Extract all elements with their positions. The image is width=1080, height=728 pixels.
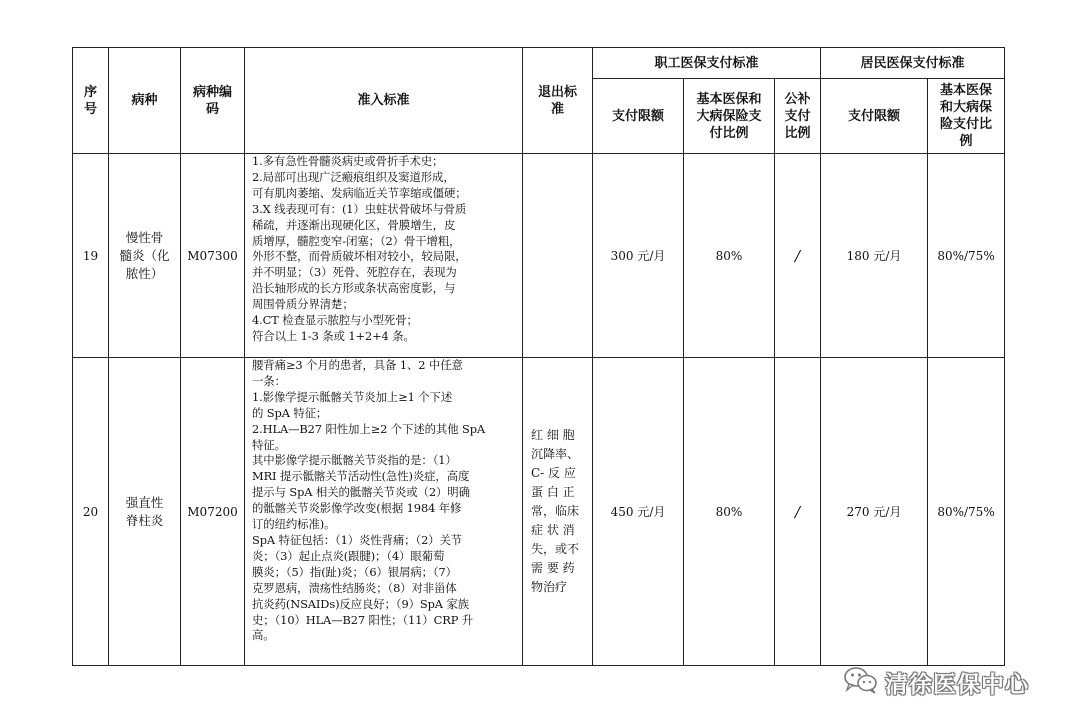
header-code: 病种编 码 [181, 48, 245, 154]
row-admission-criteria: 1.多有急性骨髓炎病史或骨折手术史； 2.局部可出现广泛瘢痕组织及窦道形成， 可有肌肉萎缩、发病临近关节挛缩或僵硬； 3.X 线表现可有：(1）虫蛀状骨破坏与骨质 稀疏，并逐渐出现硬化区，骨膜增生，皮 质增厚，髓腔变窄-闭塞；（2）骨干增粗， 外形不整，而骨质破坏相对较小，较局限， 并不明显；（3）死骨、死腔存在，表现为 沿长轴形成的长方形或条状高密度影，与 周围骨质分界清楚； 4.CT 检查显示脓腔与小型死骨； 符合以上 1-3 条或 1+2+4 条。 [245, 154, 523, 358]
watermark-text: 清徐医保中心 [885, 671, 1029, 698]
row-disease-name: 强直性 脊柱炎 [109, 358, 181, 666]
row-emp-supp: / [775, 154, 821, 358]
header-disease: 病种 [109, 48, 181, 154]
header-emp-ratio: 基本医保和 大病保险支 付比例 [684, 79, 775, 154]
row-emp-supp: / [775, 358, 821, 666]
row-emp-ratio: 80% [684, 358, 775, 666]
row-res-limit: 180 元/月 [821, 154, 928, 358]
header-emp-limit: 支付限额 [593, 79, 684, 154]
row-seq: 19 [73, 154, 109, 358]
watermark [843, 666, 1029, 698]
row-res-ratio: 80%/75% [928, 358, 1005, 666]
row-exit-criteria: 红 细 胞 沉降率、 C- 反 应 蛋 白 正 常，临床 症 状 消 失，或不 需 要 药 物治疗 [523, 358, 593, 666]
row-emp-limit: 300 元/月 [593, 154, 684, 358]
row-seq: 20 [73, 358, 109, 666]
row-emp-ratio: 80% [684, 154, 775, 358]
table-row [73, 154, 1005, 358]
row-res-limit: 270 元/月 [821, 358, 928, 666]
row-emp-limit: 450 元/月 [593, 358, 684, 666]
row-disease-name: 慢性骨 髓炎（化 脓性） [109, 154, 181, 358]
header-employee-group: 职工医保支付标准 [593, 48, 821, 79]
payment-standard-table [72, 47, 1005, 666]
row-disease-code: M07200 [181, 358, 245, 666]
row-res-ratio: 80%/75% [928, 154, 1005, 358]
header-res-limit: 支付限额 [821, 79, 928, 154]
header-admission: 准入标准 [245, 48, 523, 154]
header-res-ratio: 基本医保 和大病保 险支付比 例 [928, 79, 1005, 154]
header-emp-supp: 公补 支付 比例 [775, 79, 821, 154]
header-row-1 [73, 48, 1005, 79]
header-resident-group: 居民医保支付标准 [821, 48, 1005, 79]
row-exit-criteria [523, 154, 593, 358]
header-seq: 序 号 [73, 48, 109, 154]
row-admission-criteria: 腰背痛≥3 个月的患者，具备 1、2 中任意 一条： 1.影像学提示骶髂关节炎加上≥1 个下述 的 SpA 特征； 2.HLA—B27 阳性加上≥2 个下述的其他 SpA 特征。 其中影像学提示骶髂关节炎指的是：（1） MRI 提示骶髂关节活动性(急性)炎症，高度 提示与 SpA 相关的骶髂关节炎或（2）明确 的骶髂关节炎影像学改变(根据 1984 年修 订的纽约标准)。 SpA 特征包括：（1）炎性背痛；（2）关节 炎；（3）起止点炎(跟腱)；（4）眼葡萄 膜炎；（5）指(趾)炎；（6）银屑病；（7） 克罗恩病，溃疡性结肠炎；（8）对非甾体 抗炎药(NSAIDs)反应良好；（9）SpA 家族 史；（10）HLA—B27 阳性；（11）CRP 升 高。 [245, 358, 523, 666]
row-disease-code: M07300 [181, 154, 245, 358]
header-exit: 退出标 准 [523, 48, 593, 154]
table-row [73, 358, 1005, 666]
wechat-logo-icon [843, 665, 879, 699]
